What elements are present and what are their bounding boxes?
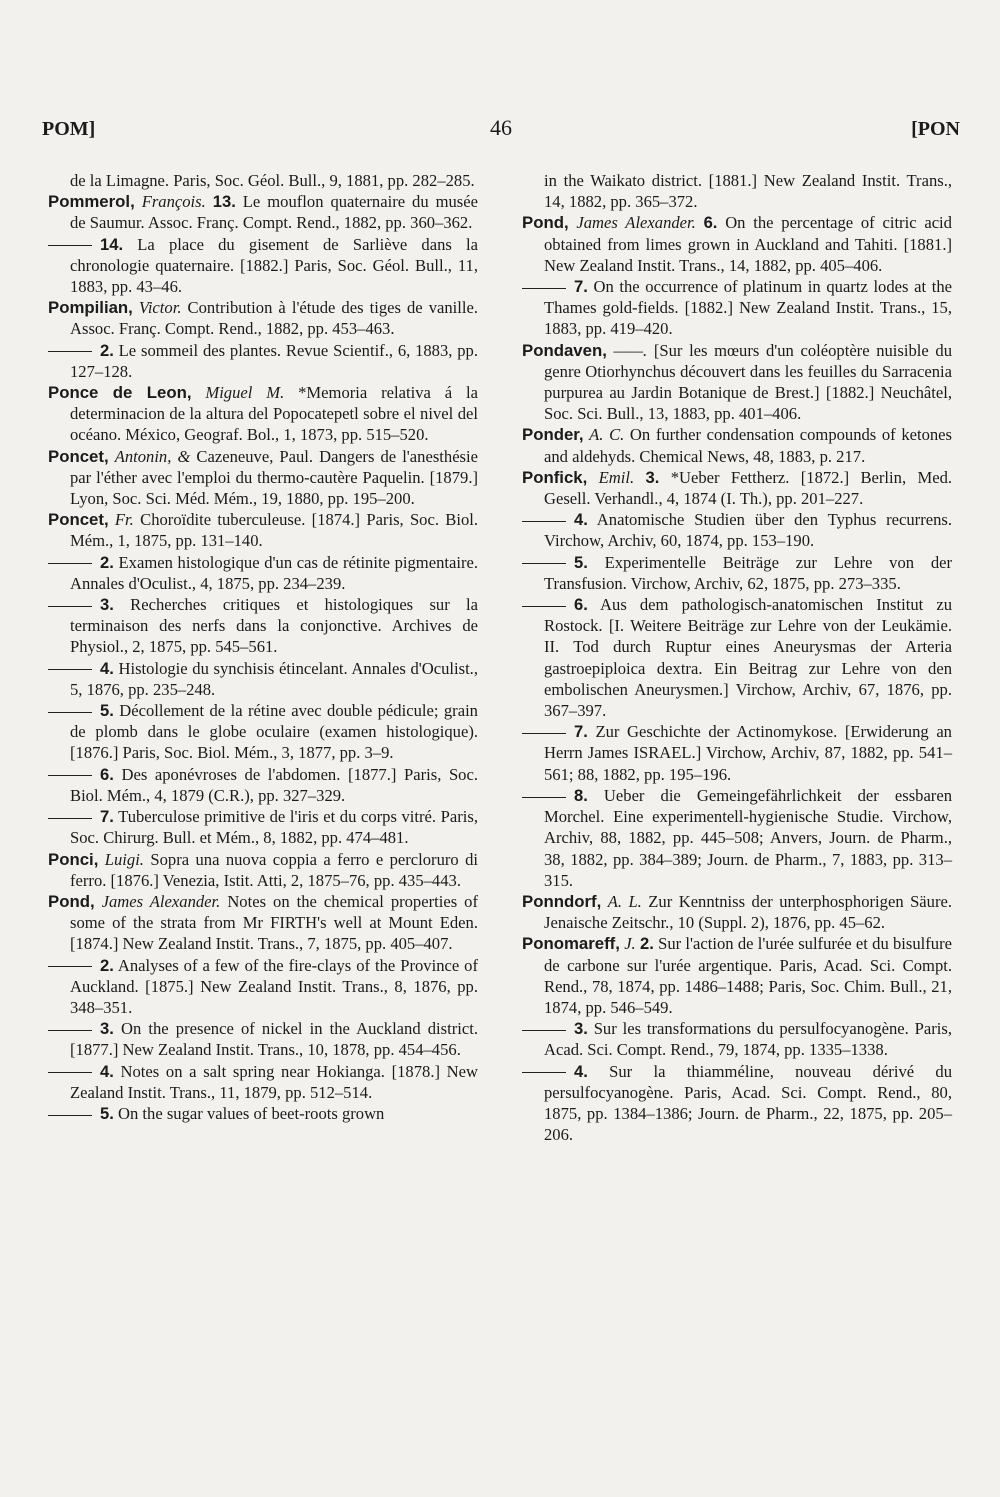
entry-text: Ueber die Gemeingefährlichkeit der essbaren Morchel. Eine experimentell-hygienische Studie. Virchow, Archiv, 88, 1882, pp. 445–508; Anvers, Journ. de Pharm., 38, 1882, pp. 384–389; Journ. de Pharm., 7, 1883, pp. 313–315. [544,785,952,890]
entry-number: 4. [100,1061,114,1081]
author-name: Pommerol, [48,192,135,212]
bibliography-entry [522,891,952,933]
ditto-dash [48,818,92,819]
author-name: Ponci, [48,849,99,869]
entry-number: 5. [100,1103,114,1123]
entry-text: On the sugar values of beet-roots grown [118,1103,385,1123]
bibliography-entry [48,1018,478,1060]
author-name: Pond, [48,891,95,911]
entry-text: Histologie du synchisis étincelant. Annales d'Oculist., 5, 1876, pp. 235–248. [70,658,478,699]
bibliography-entry [522,552,952,594]
bibliography-entry [48,849,478,891]
bibliography-entry [48,170,478,191]
author-name: Ponder, [522,425,584,445]
entry-text: Sur la thiamméline, nouveau dérivé du persulfocyanogène. Paris, Acad. Sci. Compt. Rend., 80, 1875, pp. 1384–1386; Journ. de Pharm., 22, 1875, pp. 205–206. [544,1061,952,1145]
entry-text: On the percentage of citric acid obtained from limes grown in Auckland and Tahiti. [1881.] New Zealand Instit. Trans., 14, 1882, pp. 405–406. [544,213,952,275]
entry-number: 7. [574,722,588,742]
entry-text: Sopra una nuova coppia a ferro e percloruro di ferro. [1876.] Venezia, Istit. Atti, 2, 1875–76, pp. 435–443. [70,849,478,890]
author-given-name: Emil. [598,467,635,487]
bibliography-entry [522,785,952,891]
entry-number: 6. [703,213,718,233]
entry-number: 8. [574,785,588,805]
bibliography-entry [48,955,478,1019]
entry-text: Décollement de la rétine avec double pédicule; grain de plomb dans le globe oculaire (examen histologique). [1876.] Paris, Soc. Biol. Mém., 3, 1877, pp. 3–9. [70,701,478,763]
bibliography-entry [48,446,478,510]
author-name: Ponndorf, [522,891,602,911]
ditto-dash [48,1115,92,1116]
entry-text: Zur Kenntniss der unterphosphorigen Säure. Jenaische Zeitschr., 10 (Suppl. 2), 1876, pp. 45–62. [544,891,953,933]
author-given-name: James Alexander. [576,213,696,233]
bibliography-entry [48,1103,478,1124]
author-given-name: Antonin, & [114,446,197,466]
entry-text: Sur les transformations du persulfocyanogène. Paris, Acad. Sci. Compt. Rend., 79, 1874, pp. 1335–1338. [544,1019,952,1060]
bibliography-entry [48,700,478,764]
entry-text: *Ueber Fettherz. [1872.] Berlin, Med. Gesell. Verhandl., 4, 1874 (I. Th.), pp. 201–227. [544,467,953,509]
entry-number: 3. [574,1019,588,1039]
bibliography-entry [48,234,478,298]
bibliography-entry [522,1018,952,1060]
right-column [522,170,952,1145]
author-name: Pondaven, [522,340,607,360]
ditto-dash [48,775,92,776]
entry-number: 5. [100,701,114,721]
bibliography-entry [522,424,952,466]
header-left-keyword: POM] [42,118,96,140]
ditto-dash [48,351,92,352]
entry-number: 4. [574,510,588,530]
ditto-dash [48,712,92,713]
ditto-dash [48,1030,92,1031]
entry-number: 7. [574,277,588,297]
ditto-dash [522,606,566,607]
author-given-name: A. C. [589,425,625,445]
bibliography-entry [48,552,478,594]
author-name: Ponce de Leon, [48,383,192,403]
entry-number: 14. [100,234,124,254]
bibliography-entry [522,276,952,340]
entry-text: in the Waikato district. [1881.] New Zealand Instit. Trans., 14, 1882, pp. 365–372. [544,171,952,212]
ditto-dash [48,563,92,564]
entry-number: 4. [100,658,114,678]
entry-text: Experimentelle Beiträge zur Lehre von der Transfusion. Virchow, Archiv, 62, 1875, pp. 273–335. [544,552,953,593]
ditto-dash [48,669,92,670]
bibliography-entry [522,1061,952,1146]
entry-text: Sur l'action de l'urée sulfurée et du bisulfure de carbone sur l'urée argentique. Paris, Acad. Sci. Compt. Rend., 78, 1874, pp. 1486–1488; Paris, Soc. Chim. Bull., 21, 1874, pp. 546–549. [544,934,952,1017]
ditto-dash [48,1072,92,1073]
ditto-dash [522,733,566,734]
ditto-dash [48,966,92,967]
entry-text: Choroïdite tuberculeuse. [1874.] Paris, Soc. Biol. Mém., 1, 1875, pp. 131–140. [70,510,479,551]
ditto-dash [522,563,566,564]
page-header [42,115,960,152]
entry-text: Le mouflon quaternaire du musée de Saumur. Assoc. Franç. Compt. Rend., 1882, pp. 360–362. [70,192,478,233]
entry-text: [Sur les mœurs d'un coléoptère nuisible du genre Otiorhynchus découvert dans les feuilles du Sarracenia purpurea au Jardin Botanique de Brest.] [1882.] Neuchâtel, Soc. Sci. Bull., 13, 1883, pp. 401–406. [544,340,952,424]
ditto-dash [522,1030,566,1031]
entry-text: Notes on a salt spring near Hokianga. [1878.] New Zealand Instit. Trans., 11, 1879, pp. 512–514. [70,1061,478,1102]
entry-number: 6. [100,764,114,784]
entry-text: Notes on the chemical properties of some of the strata from Mr FIRTH's well at Mount Eden. [1874.] New Zealand Instit. Trans., 7, 1875, pp. 405–407. [70,891,478,954]
author-given-name: James Alexander. [101,891,221,911]
bibliography-entry [522,340,952,425]
left-column [48,170,478,1124]
entry-text: Analyses of a few of the fire-clays of the Province of Auckland. [1875.] New Zealand Instit. Trans., 8, 1876, pp. 348–351. [70,955,478,1017]
bibliography-entry [48,764,478,806]
entry-number: 13. [212,192,236,212]
entry-text: Anatomische Studien über den Typhus recurrens. Virchow, Archiv, 60, 1874, pp. 153–190. [544,510,953,551]
bibliography-entry [48,891,478,955]
bibliography-entry [48,594,478,658]
ditto-dash [522,797,566,798]
entry-number: 5. [574,552,588,572]
author-name: Pond, [522,213,569,233]
bibliography-entry [48,806,478,848]
entry-text: On the presence of nickel in the Auckland district. [1877.] New Zealand Instit. Trans., 10, 1878, pp. 454–456. [70,1019,479,1060]
entry-text: Examen histologique d'un cas de rétinite pigmentaire. Annales d'Oculist., 4, 1875, pp. 234–239. [70,552,478,593]
bibliography-entry [48,191,478,233]
bibliography-entry [48,509,478,551]
entry-text: Des aponévroses de l'abdomen. [1877.] Paris, Soc. Biol. Mém., 4, 1879 (C.R.), pp. 327–329. [70,764,478,805]
entry-number: 7. [100,807,114,827]
entry-number: 3. [100,595,114,615]
entry-number: 4. [574,1061,588,1081]
bibliography-entry [48,382,478,446]
entry-text: Le sommeil des plantes. Revue Scientif., 6, 1883, pp. 127–128. [70,340,478,381]
author-given-name: A. L. [607,891,642,911]
author-name: Pompilian, [48,298,133,318]
author-name: Poncet, [48,446,109,466]
bibliography-entry [522,933,952,1018]
ditto-dash [522,288,566,289]
entry-number: 6. [574,595,588,615]
author-name: Poncet, [48,510,109,530]
author-given-name: ——. [613,340,648,360]
bibliography-entry [522,721,952,785]
author-given-name: J. [624,934,636,954]
bibliography-entry [522,509,952,551]
author-name: Ponfick, [522,467,588,487]
entry-text: On the occurrence of platinum in quartz lodes at the Thames gold-fields. [1882.] New Zealand Instit. Trans., 15, 1883, pp. 419–420. [544,277,952,339]
entry-number: 2. [100,340,114,360]
author-given-name: Luigi. [104,849,144,869]
bibliography-entry [48,658,478,700]
ditto-dash [522,1072,566,1073]
entry-text: Tuberculose primitive de l'iris et du corps vitré. Paris, Soc. Chirurg. Bull. et Mém., 8, 1882, pp. 474–481. [70,807,478,848]
entry-text: de la Limagne. Paris, Soc. Géol. Bull., 9, 1881, pp. 282–285. [70,171,475,190]
bibliography-entry [48,340,478,382]
header-right-keyword: [PON [911,118,960,140]
author-given-name: Fr. [114,510,134,530]
entry-number: 3. [645,467,660,487]
ditto-dash [522,521,566,522]
page-number: 46 [490,115,512,140]
entry-text: *Memoria relativa á la determinacion de la altura del Popocatepetl sobre el nivel del océano. México, Geograf. Bol., 1, 1873, pp. 515–520. [70,383,478,445]
author-given-name: Miguel M. [205,383,285,403]
bibliography-entry [48,1061,478,1103]
bibliography-entry [48,297,478,339]
entry-number: 2. [100,552,114,572]
entry-text: Cazeneuve, Paul. Dangers de l'anesthésie par l'éther avec l'emploi du thermo-cautère Paquelin. [1879.] Lyon, Soc. Sci. Méd. Mém., 19, 1880, pp. 195–200. [70,446,478,509]
author-given-name: François. [141,192,206,212]
bibliography-entry [522,170,952,212]
entry-text: Aus dem pathologisch-anatomischen Institut zu Rostock. [I. Weitere Beiträge zur Lehre von der Leukämie. II. Tod durch Ruptur eines Aneurysmas der Arteria gastroepiploica dextra. Ein Beitrag zur Lehre von den embolischen Aneurysmen.] Virchow, Archiv, 67, 1876, pp. 367–397. [544,595,953,721]
bibliography-entry [522,594,952,721]
ditto-dash [48,245,92,246]
entry-text: Zur Geschichte der Actinomykose. [Erwiderung an Herrn James ISRAEL.] Virchow, Archiv, 87, 1882, pp. 541–561; 88, 1882, pp. 195–196. [544,722,952,784]
entry-number: 2. [639,934,654,954]
entry-text: On further condensation compounds of ketones and aldehyds. Chemical News, 48, 1883, p. 217. [544,425,953,466]
author-name: Ponomareff, [522,934,620,954]
author-given-name: Victor. [138,298,182,318]
ditto-dash [48,606,92,607]
bibliography-entry [522,467,952,509]
bibliography-entry [522,212,952,276]
entry-number: 2. [100,955,114,975]
entry-text: Contribution à l'étude des tiges de vanille. Assoc. Franç. Compt. Rend., 1882, pp. 453–463. [70,298,479,339]
entry-number: 3. [100,1019,114,1039]
entry-text: La place du gisement de Sarliève dans la chronologie quaternaire. [1882.] Paris, Soc. Géol. Bull., 11, 1883, pp. 43–46. [70,234,478,297]
entry-text: Recherches critiques et histologiques sur la terminaison des nerfs dans la conjonctive. Archives de Physiol., 2, 1875, pp. 545–561. [70,595,478,657]
